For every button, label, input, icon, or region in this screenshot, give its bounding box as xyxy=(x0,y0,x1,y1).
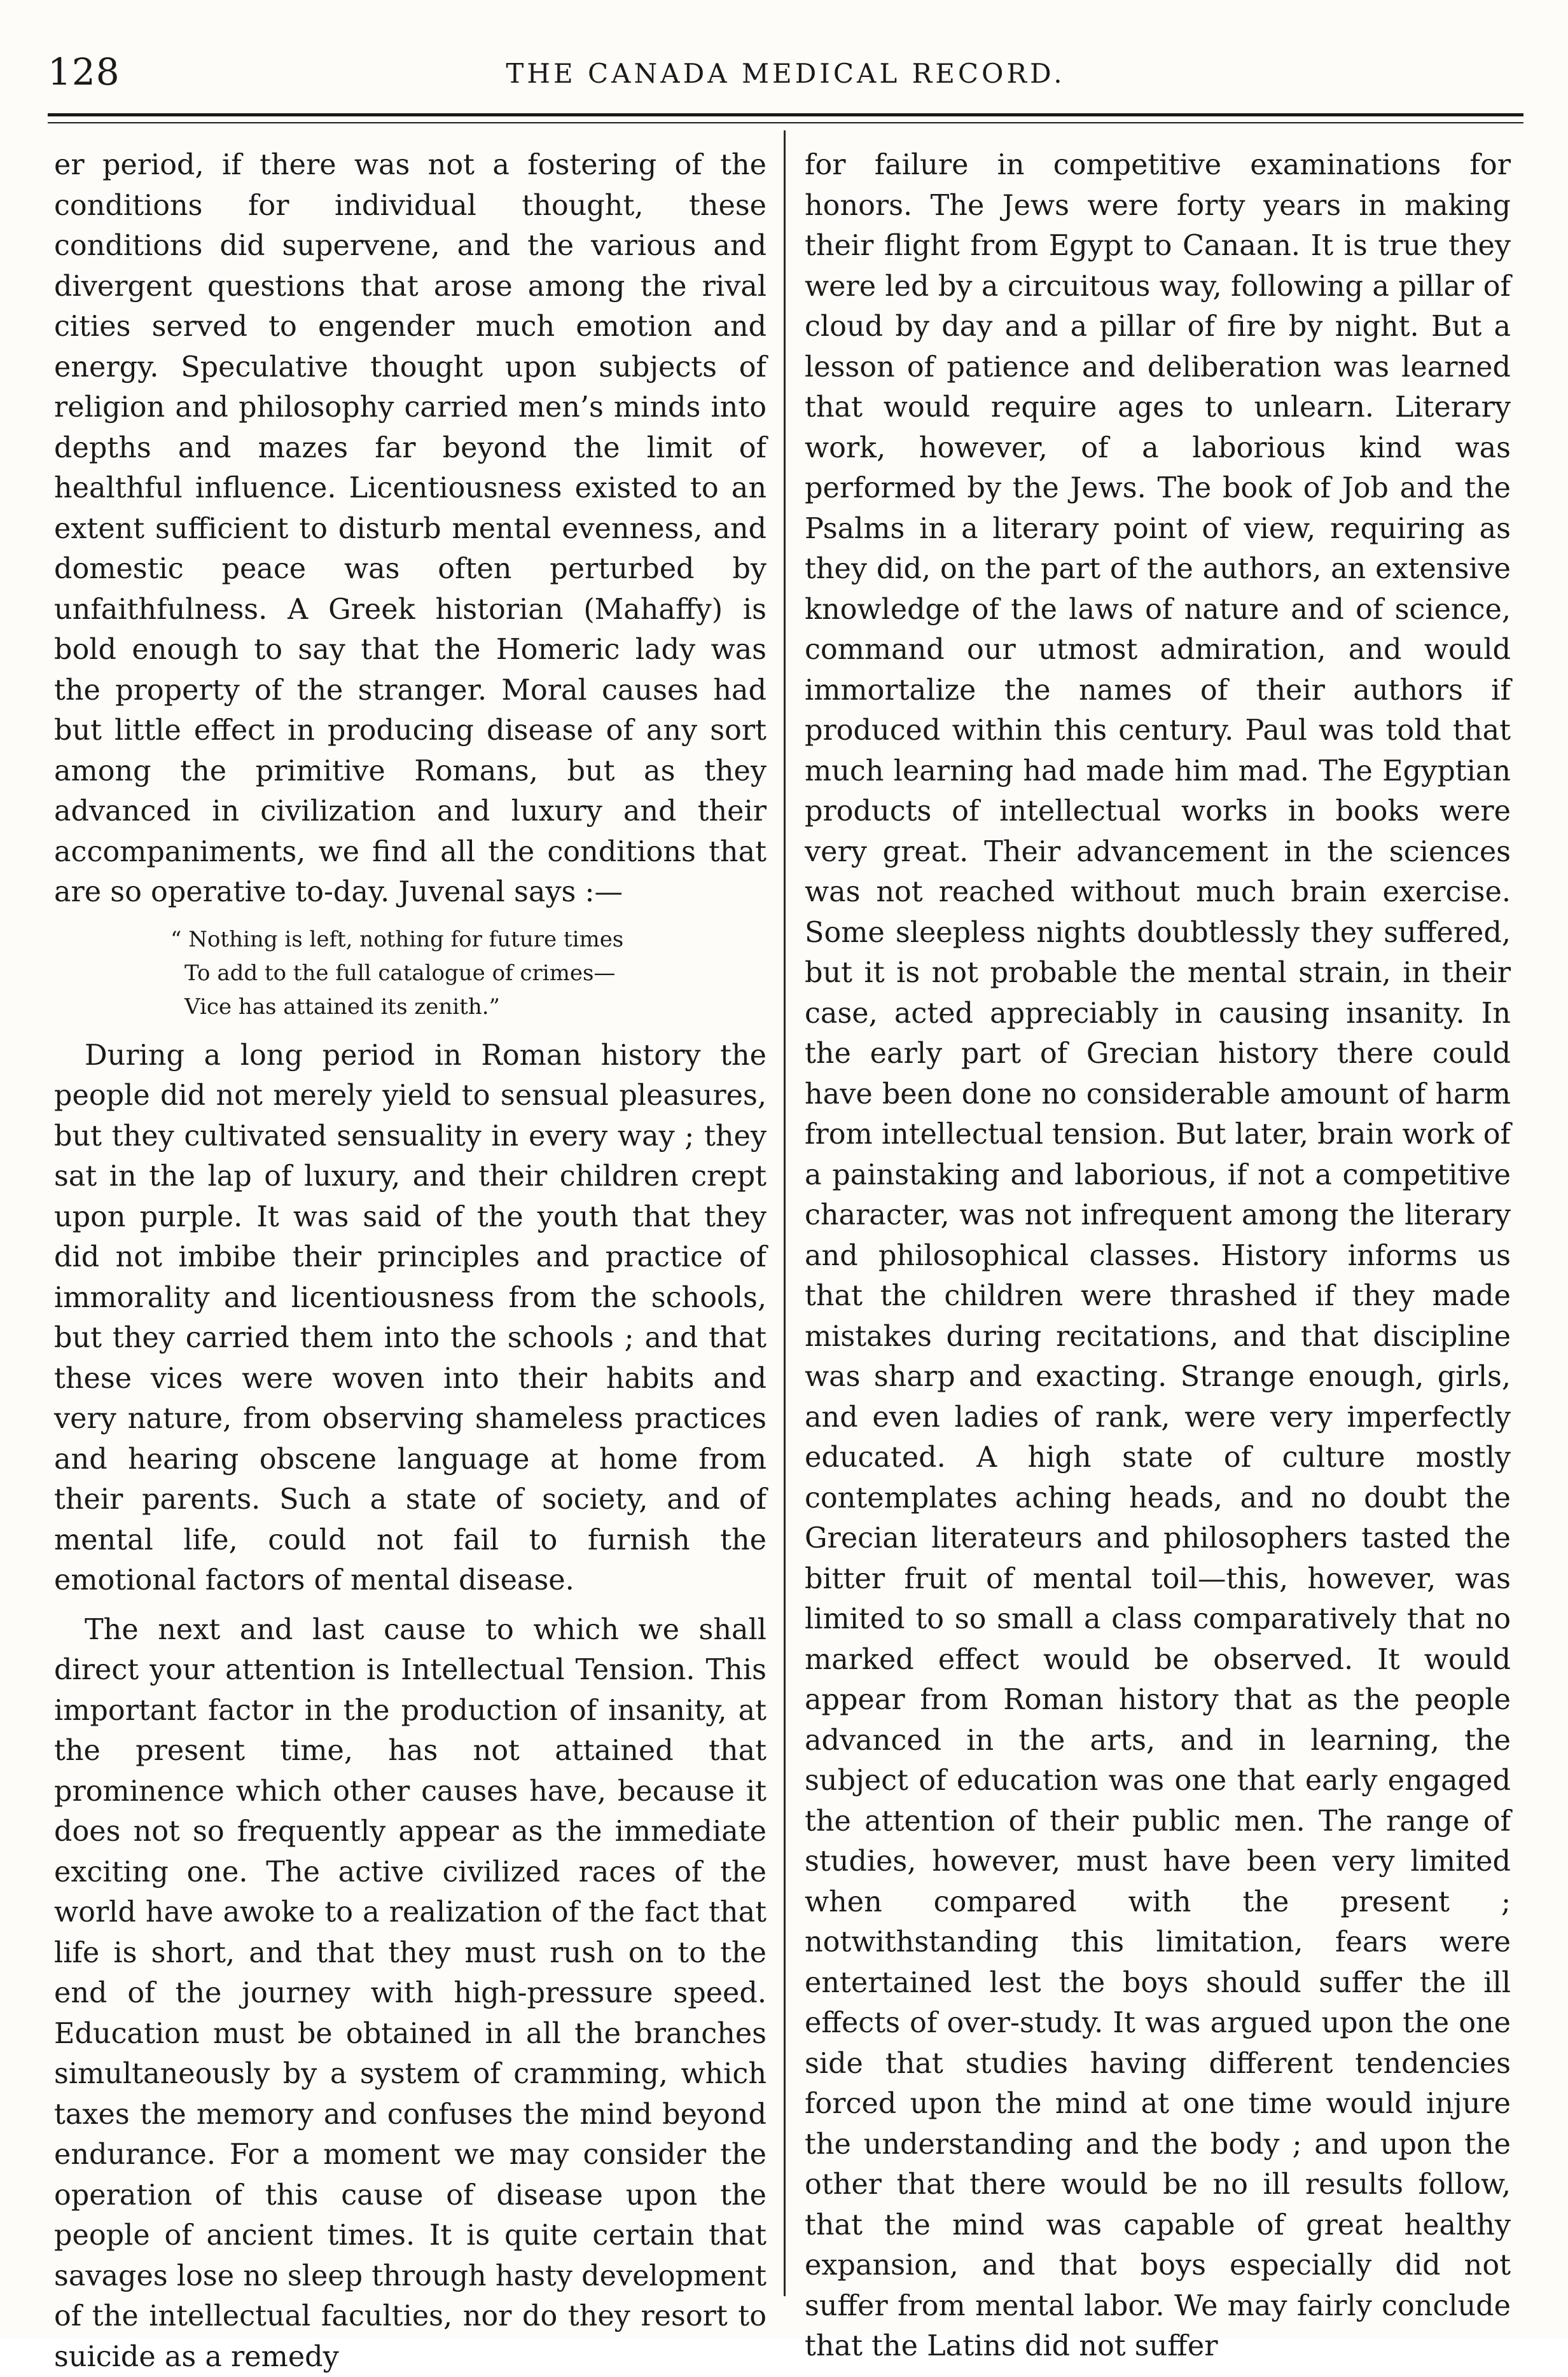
paragraph-gap xyxy=(54,1601,767,1610)
left-paragraph-3: The next and last cause to which we shall direct your attention is Intellectual Tension. This important factor in the production of insanity, at the present time, has not attained that prominence which other causes have, because it does not so frequently appear as the immediate exciting one. The active civilized races of the world have awoke to a realization of the fact that life is short, and that they must rush on to the end of the journey with high-pressure speed. Education must be obtained in all the branches simultaneously by a system of cramming, which taxes the memory and confuses the mind beyond endurance. For a moment we may consider the operation of this cause of disease upon the people of ancient times. It is quite certain that savages lose no sleep through hasty development of the intellectual faculties, nor do they resort to suicide as a remedy xyxy=(54,1610,767,2377)
left-paragraph-1: er period, if there was not a fostering of the conditions for individual thought, these conditions did supervene, and the various and divergent questions that arose among the rival cities served to engender much emotion and energy. Speculative thought upon subjects of religion and philosophy carried men’s minds into depths and mazes far beyond the limit of healthful influence. Licentiousness existed to an extent sufficient to disturb mental evenness, and domestic peace was often perturbed by unfaithfulness. A Greek historian (Mahaffy) is bold enough to say that the Homeric lady was the property of the stranger. Moral causes had but little effect in producing disease of any sort among the primitive Romans, but as they advanced in civilization and luxury and their accompaniments, we find all the conditions that are so operative to-day. Juvenal says :— xyxy=(54,145,767,913)
left-column xyxy=(54,145,767,2308)
header-rule-thick xyxy=(48,113,1523,116)
running-title: THE CANADA MEDICAL RECORD. xyxy=(48,55,1523,93)
header-rule-thin xyxy=(48,122,1523,123)
quote-line-1: “ Nothing is left, nothing for future times xyxy=(184,923,767,957)
quote-line-2: To add to the full catalogue of crimes— xyxy=(184,957,767,990)
right-paragraph-1: for failure in competitive examinations for honors. The Jews were forty years in making their flight from Egypt to Canaan. It is true they were led by a circuitous way, following a pillar of cloud by day and a pillar of fire by night. But a lesson of patience and deliberation was learned that would require ages to unlearn. Literary work, however, of a laborious kind was performed by the Jews. The book of Job and the Psalms in a literary point of view, requiring as they did, on the part of the authors, an extensive knowledge of the laws of nature and of science, command our utmost admiration, and would immortalize the names of their authors if produced within this century. Paul was told that much learning had made him mad. The Egyptian products of intellectual works in books were very great. Their advancement in the sciences was not reached without much brain exercise. Some sleepless nights doubtlessly they suffered, but it is not probable the mental strain, in their case, acted appreciably in causing insanity. In the early part of Grecian history there could have been done no considerable amount of harm from intellectual tension. But later, brain work of a painstaking and laborious, if not a competitive character, was not infrequent among the literary and philosophical classes. History informs us that the children were thrashed if they made mistakes during recitations, and that discipline was sharp and exacting. Strange enough, girls, and even ladies of rank, were very imperfectly educated. A high state of culture mostly contemplates aching heads, and no doubt the Grecian literateurs and philosophers tasted the bitter fruit of mental toil—this, however, was limited to so small a class comparatively that no marked effect would be observed. It would appear from Roman history that as the people advanced in the arts, and in learning, the subject of education was one that early engaged the attention of their public men. The range of studies, however, must have been very limited when compared with the present ; notwithstanding this limitation, fears were entertained lest the boys should suffer the ill effects of over-study. It was argued upon the one side that studies having different tendencies forced upon the mind at one time would injure the understanding and the body ; and upon the other that there would be no ill results follow, that the mind was capable of great healthy expansion, and that boys especially did not suffer from mental labor. We may fairly conclude that the Latins did not suffer xyxy=(805,145,1511,2367)
juvenal-quote xyxy=(54,923,767,1024)
left-paragraph-2: During a long period in Roman history the people did not merely yield to sensual pleasures, but they cultivated sensuality in every way ; they sat in the lap of luxury, and their children crept upon purple. It was said of the youth that they did not imbibe their principles and practice of immorality and licentiousness from the schools, but they carried them into the schools ; and that these vices were woven into their habits and very nature, from observing shameless practices and hearing obscene language at home from their parents. Such a state of society, and of mental life, could not fail to furnish the emotional factors of mental disease. xyxy=(54,1036,767,1601)
right-column xyxy=(805,145,1511,2308)
page-header xyxy=(48,50,1523,107)
column-divider xyxy=(784,130,786,2296)
page-number: 128 xyxy=(48,50,120,94)
quote-line-3: Vice has attained its zenith.” xyxy=(184,990,767,1024)
